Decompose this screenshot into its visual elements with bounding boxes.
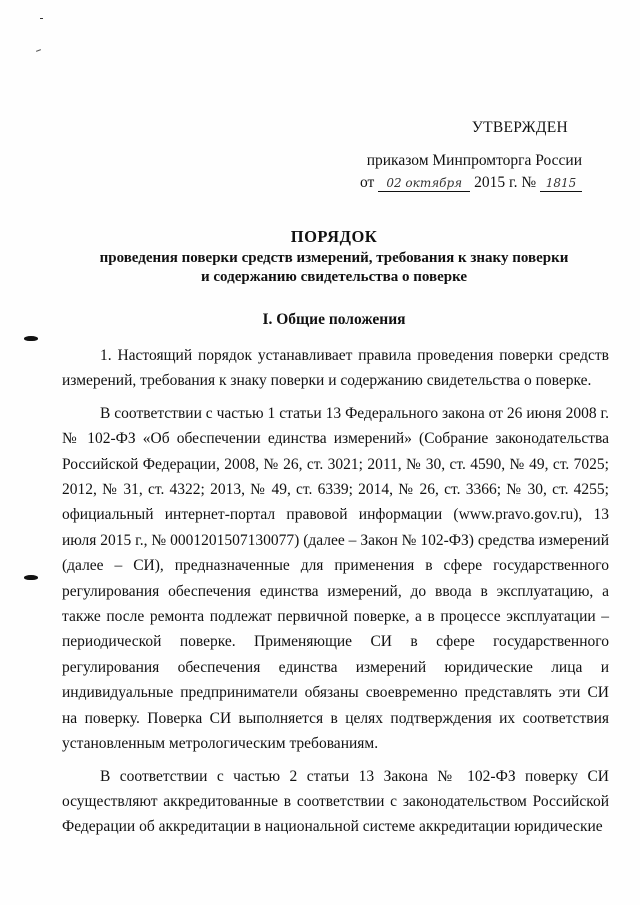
- approved-heading: УТВЕРЖДЕН: [471, 119, 568, 136]
- date-prefix: от: [360, 174, 375, 191]
- scan-speck: [40, 18, 43, 19]
- approval-stamp-block: [342, 117, 582, 194]
- handwritten-order-number: 1815: [540, 175, 582, 192]
- handwritten-date: 02 октября: [378, 175, 470, 192]
- document-body: [62, 343, 609, 840]
- document-title: ПОРЯДОК: [290, 227, 378, 246]
- section-heading: I. Общие положения: [262, 311, 406, 328]
- paragraph-2: В соответствии с частью 1 статьи 13 Федерального закона от 26 июня 2008 г. № 102-ФЗ «Об обеспечении единства измерений» (Собрание законодательства Российской Федерации, 2008, № 26, ст. 3021; 2011, № 30, ст. 4590, № 49, ст. 7025; 2012, № 31, ст. 4322; 2013, № 49, ст. 6339; 2014, № 26, ст. 3366; № 30, ст. 4255; официальный интернет-портал правовой информации (www.pravo.gov.ru), 13 июля 2015 г., № 0001201507130077) (далее – Закон № 102-ФЗ) средства измерений (далее – СИ), предназначенные для применения в сфере государственного регулирования обеспечения единства измерений, до ввода в эксплуатацию, а также после ремонта подлежат первичной поверке, а в процессе эксплуатации – периодической поверке. Применяющие СИ в сфере государственного регулирования обеспечения единства измерений юридические лица и индивидуальные предприниматели обязаны своевременно представлять эти СИ на поверку. Поверка СИ выполняется в целях подтверждения их соответствия установленным метрологическим требованиям.: [62, 404, 609, 753]
- order-reference: приказом Минпромторга России: [366, 152, 582, 169]
- punch-hole-top: [24, 336, 38, 341]
- order-date-line: [342, 172, 582, 194]
- document-subtitle-line-2: и содержанию свидетельства о поверке: [200, 269, 468, 285]
- document-title-block: [60, 225, 608, 287]
- document-subtitle-line-1: проведения поверки средств измерений, требования к знаку поверки: [99, 250, 569, 266]
- paragraph-3: В соответствии с частью 2 статьи 13 Закона № 102-ФЗ поверку СИ осуществляют аккредитованные в соответствии с законодательством Российской Федерации об аккредитации в национальной системе аккредитации юридические: [62, 767, 609, 836]
- scan-mark: [36, 49, 41, 52]
- punch-hole-bottom: [24, 575, 38, 580]
- paragraph-1: 1. Настоящий порядок устанавливает правила проведения поверки средств измерений, требования к знаку поверки и содержанию свидетельства о поверке.: [62, 347, 609, 390]
- order-year-text: 2015 г. №: [474, 174, 537, 191]
